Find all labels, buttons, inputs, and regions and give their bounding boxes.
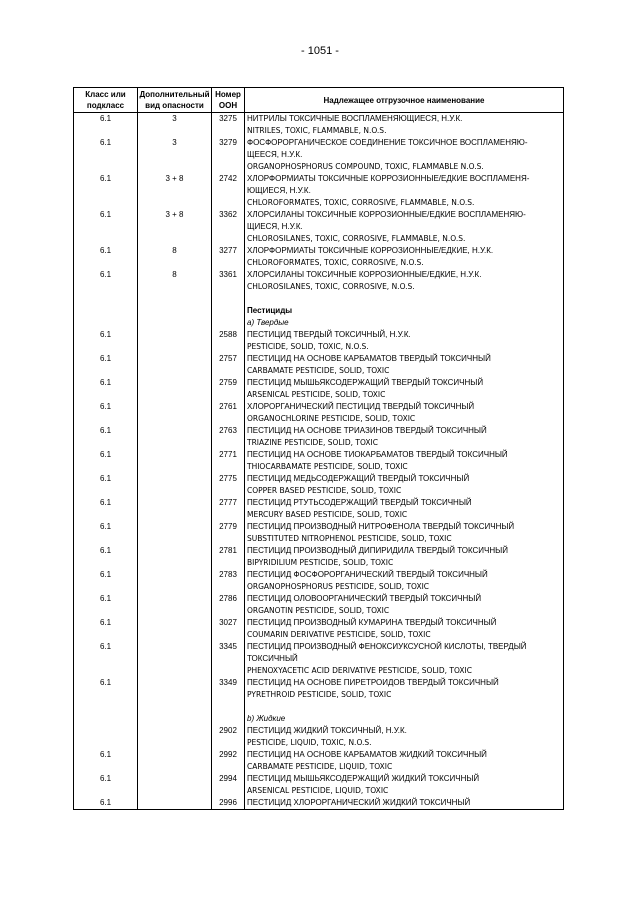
subsidiary-risk-cell — [138, 617, 212, 641]
header-class: Класс или подкласс — [74, 88, 138, 113]
shipping-name-cell — [245, 593, 564, 617]
russian-name-line: ЩЕЕСЯ, Н.У.К. — [247, 150, 303, 159]
un-number-cell: 2761 — [212, 401, 245, 425]
spacer-row — [74, 293, 564, 305]
table-row — [74, 329, 564, 353]
subsidiary-risk-cell — [138, 401, 212, 425]
subsidiary-risk-cell — [138, 329, 212, 353]
russian-name-line: ПЕСТИЦИД ПРОИЗВОДНЫЙ ФЕНОКСИУКСУСНОЙ КИСЛОТЫ, ТВЕРДЫЙ — [247, 642, 527, 651]
subsidiary-risk-cell — [138, 377, 212, 401]
class-cell: 6.1 — [74, 209, 138, 245]
page-number: - 1051 - — [301, 45, 339, 57]
subsidiary-risk-cell — [138, 545, 212, 569]
russian-name-line: ПЕСТИЦИД НА ОСНОВЕ КАРБАМАТОВ ТВЕРДЫЙ ТОКСИЧНЫЙ — [247, 354, 491, 363]
table-row — [74, 569, 564, 593]
shipping-name-cell — [245, 113, 564, 138]
dangerous-goods-table — [73, 87, 564, 810]
russian-name-line: ПЕСТИЦИД ПРОИЗВОДНЫЙ ДИПИРИДИЛА ТВЕРДЫЙ ТОКСИЧНЫЙ — [247, 546, 508, 555]
russian-name-line: ТОКСИЧНЫЙ — [247, 654, 298, 663]
russian-name-line: ЩИЕСЯ, Н.У.К. — [247, 222, 303, 231]
english-name-line: PHENOXYACETIC ACID DERIVATIVE PESTICIDE, SOLID, TOXIC — [247, 666, 472, 675]
table-header-row — [74, 88, 564, 113]
class-cell — [74, 305, 138, 329]
table-row — [74, 473, 564, 497]
subsidiary-risk-cell — [138, 701, 212, 713]
shipping-name-cell — [245, 293, 564, 305]
class-cell: 6.1 — [74, 749, 138, 773]
subsidiary-risk-cell — [138, 473, 212, 497]
class-cell: 6.1 — [74, 425, 138, 449]
un-number-cell: 2771 — [212, 449, 245, 473]
shipping-name-cell — [245, 677, 564, 701]
subsidiary-risk-cell — [138, 497, 212, 521]
english-name-line: CHLOROFORMATES, TOXIC, CORROSIVE, N.O.S. — [247, 258, 424, 267]
un-number-cell: 2781 — [212, 545, 245, 569]
un-number-cell: 3362 — [212, 209, 245, 245]
english-name-line: ORGANOTIN PESTICIDE, SOLID, TOXIC — [247, 606, 390, 615]
table-row — [74, 209, 564, 245]
russian-name-line: ХЛОРСИЛАНЫ ТОКСИЧНЫЕ КОРРОЗИОННЫЕ/ЕДКИЕ, Н.У.К. — [247, 270, 482, 279]
shipping-name-cell — [245, 713, 564, 725]
russian-name-line: ПЕСТИЦИД МЫШЬЯКСОДЕРЖАЩИЙ ТВЕРДЫЙ ТОКСИЧНЫЙ — [247, 378, 484, 387]
shipping-name-cell — [245, 245, 564, 269]
un-number-cell: 2783 — [212, 569, 245, 593]
subsidiary-risk-cell — [138, 641, 212, 677]
shipping-name-cell — [245, 305, 564, 329]
table-row — [74, 773, 564, 797]
shipping-name-cell — [245, 701, 564, 713]
class-cell: 6.1 — [74, 569, 138, 593]
un-number-cell: 3279 — [212, 137, 245, 173]
class-cell — [74, 293, 138, 305]
un-number-cell — [212, 305, 245, 329]
subsection-heading: b) Жидкие — [247, 714, 286, 723]
subsidiary-risk-cell: 3 — [138, 137, 212, 173]
subsidiary-risk-cell — [138, 305, 212, 329]
table-row — [74, 545, 564, 569]
english-name-line: CARBAMATE PESTICIDE, LIQUID, TOXIC — [247, 762, 393, 771]
russian-name-line: ПЕСТИЦИД НА ОСНОВЕ ТИОКАРБАМАТОВ ТВЕРДЫЙ ТОКСИЧНЫЙ — [247, 450, 508, 459]
un-number-cell: 3349 — [212, 677, 245, 701]
subsidiary-risk-cell: 8 — [138, 245, 212, 269]
english-name-line: CHLOROSILANES, TOXIC, CORROSIVE, FLAMMABLE, N.O.S. — [247, 234, 466, 243]
russian-name-line: ПЕСТИЦИД ТВЕРДЫЙ ТОКСИЧНЫЙ, Н.У.К. — [247, 330, 411, 339]
un-number-cell: 2786 — [212, 593, 245, 617]
class-cell: 6.1 — [74, 401, 138, 425]
class-cell: 6.1 — [74, 353, 138, 377]
table-row — [74, 497, 564, 521]
un-number-cell: 3027 — [212, 617, 245, 641]
english-name-line: ORGANOCHLORINE PESTICIDE, SOLID, TOXIC — [247, 414, 416, 423]
class-cell: 6.1 — [74, 329, 138, 353]
section-heading-row — [74, 305, 564, 329]
shipping-name-cell — [245, 173, 564, 209]
russian-name-line: ПЕСТИЦИД ЖИДКИЙ ТОКСИЧНЫЙ, Н.У.К. — [247, 726, 407, 735]
shipping-name-cell — [245, 137, 564, 173]
table-row — [74, 797, 564, 810]
russian-name-line: ПЕСТИЦИД ХЛОРОРГАНИЧЕСКИЙ ЖИДКИЙ ТОКСИЧНЫЙ — [247, 798, 471, 807]
english-name-line: PESTICIDE, LIQUID, TOXIC, N.O.S. — [247, 738, 372, 747]
un-number-cell — [212, 293, 245, 305]
spacer-row — [74, 701, 564, 713]
shipping-name-cell — [245, 449, 564, 473]
subsidiary-risk-cell — [138, 293, 212, 305]
table-row — [74, 353, 564, 377]
un-number-cell — [212, 713, 245, 725]
un-number-cell: 3345 — [212, 641, 245, 677]
class-cell: 6.1 — [74, 245, 138, 269]
english-name-line: CARBAMATE PESTICIDE, SOLID, TOXIC — [247, 366, 390, 375]
shipping-name-cell — [245, 377, 564, 401]
english-name-line: TRIAZINE PESTICIDE, SOLID, TOXIC — [247, 438, 378, 447]
shipping-name-cell — [245, 749, 564, 773]
class-cell: 6.1 — [74, 677, 138, 701]
un-number-cell: 2759 — [212, 377, 245, 401]
subsidiary-risk-cell: 3 — [138, 113, 212, 138]
english-name-line: ORGANOPHOSPHORUS PESTICIDE, SOLID, TOXIC — [247, 582, 430, 591]
shipping-name-cell — [245, 641, 564, 677]
shipping-name-cell — [245, 269, 564, 293]
russian-name-line: ПЕСТИЦИД ПРОИЗВОДНЫЙ НИТРОФЕНОЛА ТВЕРДЫЙ ТОКСИЧНЫЙ — [247, 522, 515, 531]
class-cell: 6.1 — [74, 449, 138, 473]
russian-name-line: ФОСФОРОРГАНИЧЕСКОЕ СОЕДИНЕНИЕ ТОКСИЧНОЕ ВОСПЛАМЕНЯЮ- — [247, 138, 528, 147]
class-cell: 6.1 — [74, 173, 138, 209]
un-number-cell: 2777 — [212, 497, 245, 521]
shipping-name-cell — [245, 773, 564, 797]
english-name-line: BIPYRIDILIUM PESTICIDE, SOLID, TOXIC — [247, 558, 394, 567]
table-row — [74, 245, 564, 269]
russian-name-line: ПЕСТИЦИД НА ОСНОВЕ ПИРЕТРОИДОВ ТВЕРДЫЙ ТОКСИЧНЫЙ — [247, 678, 499, 687]
subsidiary-risk-cell: 3 + 8 — [138, 173, 212, 209]
un-number-cell: 2588 — [212, 329, 245, 353]
russian-name-line: НИТРИЛЫ ТОКСИЧНЫЕ ВОСПЛАМЕНЯЮЩИЕСЯ, Н.У.К. — [247, 114, 463, 123]
russian-name-line: ХЛОРФОРМИАТЫ ТОКСИЧНЫЕ КОРРОЗИОННЫЕ/ЕДКИЕ, Н.У.К. — [247, 246, 494, 255]
russian-name-line: ПЕСТИЦИД РТУТЬСОДЕРЖАЩИЙ ТВЕРДЫЙ ТОКСИЧНЫЙ — [247, 498, 472, 507]
table-row — [74, 617, 564, 641]
shipping-name-cell — [245, 401, 564, 425]
class-cell: 6.1 — [74, 113, 138, 138]
un-number-cell: 2763 — [212, 425, 245, 449]
subsidiary-risk-cell — [138, 773, 212, 797]
russian-name-line: ПЕСТИЦИД МЕДЬСОДЕРЖАЩИЙ ТВЕРДЫЙ ТОКСИЧНЫЙ — [247, 474, 470, 483]
subsidiary-risk-cell — [138, 677, 212, 701]
subsidiary-risk-cell — [138, 725, 212, 749]
english-name-line: ARSENICAL PESTICIDE, LIQUID, TOXIC — [247, 786, 389, 795]
english-name-line: COPPER BASED PESTICIDE, SOLID, TOXIC — [247, 486, 402, 495]
table-row — [74, 593, 564, 617]
english-name-line: ARSENICAL PESTICIDE, SOLID, TOXIC — [247, 390, 386, 399]
english-name-line: CHLOROFORMATES, TOXIC, CORROSIVE, FLAMMABLE, N.O.S. — [247, 198, 475, 207]
table-row — [74, 269, 564, 293]
class-cell: 6.1 — [74, 377, 138, 401]
shipping-name-cell — [245, 797, 564, 810]
subsidiary-risk-cell: 8 — [138, 269, 212, 293]
subsidiary-risk-cell — [138, 713, 212, 725]
class-cell: 6.1 — [74, 773, 138, 797]
un-number-cell: 3275 — [212, 113, 245, 138]
russian-name-line: ПЕСТИЦИД НА ОСНОВЕ ТРИАЗИНОВ ТВЕРДЫЙ ТОКСИЧНЫЙ — [247, 426, 487, 435]
subsidiary-risk-cell — [138, 353, 212, 377]
class-cell: 6.1 — [74, 521, 138, 545]
shipping-name-cell — [245, 569, 564, 593]
russian-name-line: ПЕСТИЦИД ФОСФОРОРГАНИЧЕСКИЙ ТВЕРДЫЙ ТОКСИЧНЫЙ — [247, 570, 488, 579]
english-name-line: NITRILES, TOXIC, FLAMMABLE, N.O.S. — [247, 126, 387, 135]
english-name-line: SUBSTITUTED NITROPHENOL PESTICIDE, SOLID, TOXIC — [247, 534, 452, 543]
subsidiary-risk-cell — [138, 569, 212, 593]
russian-name-line: ХЛОРОРГАНИЧЕСКИЙ ПЕСТИЦИД ТВЕРДЫЙ ТОКСИЧНЫЙ — [247, 402, 475, 411]
class-cell — [74, 701, 138, 713]
subsidiary-risk-cell — [138, 425, 212, 449]
english-name-line: COUMARIN DERIVATIVE PESTICIDE, SOLID, TOXIC — [247, 630, 431, 639]
un-number-cell: 3277 — [212, 245, 245, 269]
un-number-cell: 2779 — [212, 521, 245, 545]
section-heading: Пестициды — [247, 306, 293, 315]
table-row — [74, 113, 564, 138]
un-number-cell: 2775 — [212, 473, 245, 497]
class-cell: 6.1 — [74, 641, 138, 677]
un-number-cell: 2994 — [212, 773, 245, 797]
russian-name-line: ХЛОРФОРМИАТЫ ТОКСИЧНЫЕ КОРРОЗИОННЫЕ/ЕДКИЕ ВОСПЛАМЕНЯ- — [247, 174, 530, 183]
class-cell: 6.1 — [74, 593, 138, 617]
russian-name-line: ПЕСТИЦИД ПРОИЗВОДНЫЙ КУМАРИНА ТВЕРДЫЙ ТОКСИЧНЫЙ — [247, 618, 497, 627]
un-number-cell: 2992 — [212, 749, 245, 773]
russian-name-line: ПЕСТИЦИД МЫШЬЯКСОДЕРЖАЩИЙ ЖИДКИЙ ТОКСИЧНЫЙ — [247, 774, 480, 783]
russian-name-line: ХЛОРСИЛАНЫ ТОКСИЧНЫЕ КОРРОЗИОННЫЕ/ЕДКИЕ ВОСПЛАМЕНЯЮ- — [247, 210, 526, 219]
subsection-heading: a) Твердые — [247, 318, 289, 327]
class-cell: 6.1 — [74, 497, 138, 521]
subsidiary-risk-cell — [138, 521, 212, 545]
section-heading-row — [74, 713, 564, 725]
subsidiary-risk-cell — [138, 593, 212, 617]
header-shipping-name: Надлежащее отгрузочное наименование — [245, 88, 564, 113]
class-cell: 6.1 — [74, 269, 138, 293]
class-cell: 6.1 — [74, 797, 138, 810]
table-row — [74, 725, 564, 749]
header-subsidiary-risk: Дополнительный вид опасности — [138, 88, 212, 113]
class-cell: 6.1 — [74, 137, 138, 173]
russian-name-line: ПЕСТИЦИД НА ОСНОВЕ КАРБАМАТОВ ЖИДКИЙ ТОКСИЧНЫЙ — [247, 750, 487, 759]
shipping-name-cell — [245, 353, 564, 377]
class-cell: 6.1 — [74, 473, 138, 497]
table-row — [74, 377, 564, 401]
shipping-name-cell — [245, 521, 564, 545]
shipping-name-cell — [245, 545, 564, 569]
un-number-cell — [212, 701, 245, 713]
class-cell: 6.1 — [74, 617, 138, 641]
table-row — [74, 173, 564, 209]
header-un-number: Номер ООН — [212, 88, 245, 113]
russian-name-line: ПЕСТИЦИД ОЛОВООРГАНИЧЕСКИЙ ТВЕРДЫЙ ТОКСИЧНЫЙ — [247, 594, 482, 603]
russian-name-line: ЮЩИЕСЯ, Н.У.К. — [247, 186, 311, 195]
table-body — [74, 113, 564, 810]
shipping-name-cell — [245, 473, 564, 497]
un-number-cell: 2742 — [212, 173, 245, 209]
english-name-line: THIOCARBAMATE PESTICIDE, SOLID, TOXIC — [247, 462, 408, 471]
un-number-cell: 2757 — [212, 353, 245, 377]
english-name-line: CHLOROSILANES, TOXIC, CORROSIVE, N.O.S. — [247, 282, 415, 291]
table-row — [74, 401, 564, 425]
table-row — [74, 677, 564, 701]
subsidiary-risk-cell — [138, 797, 212, 810]
table-row — [74, 521, 564, 545]
shipping-name-cell — [245, 209, 564, 245]
shipping-name-cell — [245, 329, 564, 353]
un-number-cell: 2996 — [212, 797, 245, 810]
shipping-name-cell — [245, 497, 564, 521]
table-row — [74, 449, 564, 473]
english-name-line: PESTICIDE, SOLID, TOXIC, N.O.S. — [247, 342, 369, 351]
un-number-cell: 2902 — [212, 725, 245, 749]
table-row — [74, 749, 564, 773]
class-cell — [74, 713, 138, 725]
english-name-line: ORGANOPHOSPHORUS COMPOUND, TOXIC, FLAMMABLE N.O.S. — [247, 162, 484, 171]
subsidiary-risk-cell — [138, 449, 212, 473]
english-name-line: PYRETHROID PESTICIDE, SOLID, TOXIC — [247, 690, 392, 699]
shipping-name-cell — [245, 425, 564, 449]
table-row — [74, 137, 564, 173]
english-name-line: MERCURY BASED PESTICIDE, SOLID, TOXIC — [247, 510, 408, 519]
shipping-name-cell — [245, 725, 564, 749]
class-cell: 6.1 — [74, 545, 138, 569]
subsidiary-risk-cell: 3 + 8 — [138, 209, 212, 245]
un-number-cell: 3361 — [212, 269, 245, 293]
subsidiary-risk-cell — [138, 749, 212, 773]
class-cell — [74, 725, 138, 749]
table-row — [74, 425, 564, 449]
shipping-name-cell — [245, 617, 564, 641]
table-row — [74, 641, 564, 677]
